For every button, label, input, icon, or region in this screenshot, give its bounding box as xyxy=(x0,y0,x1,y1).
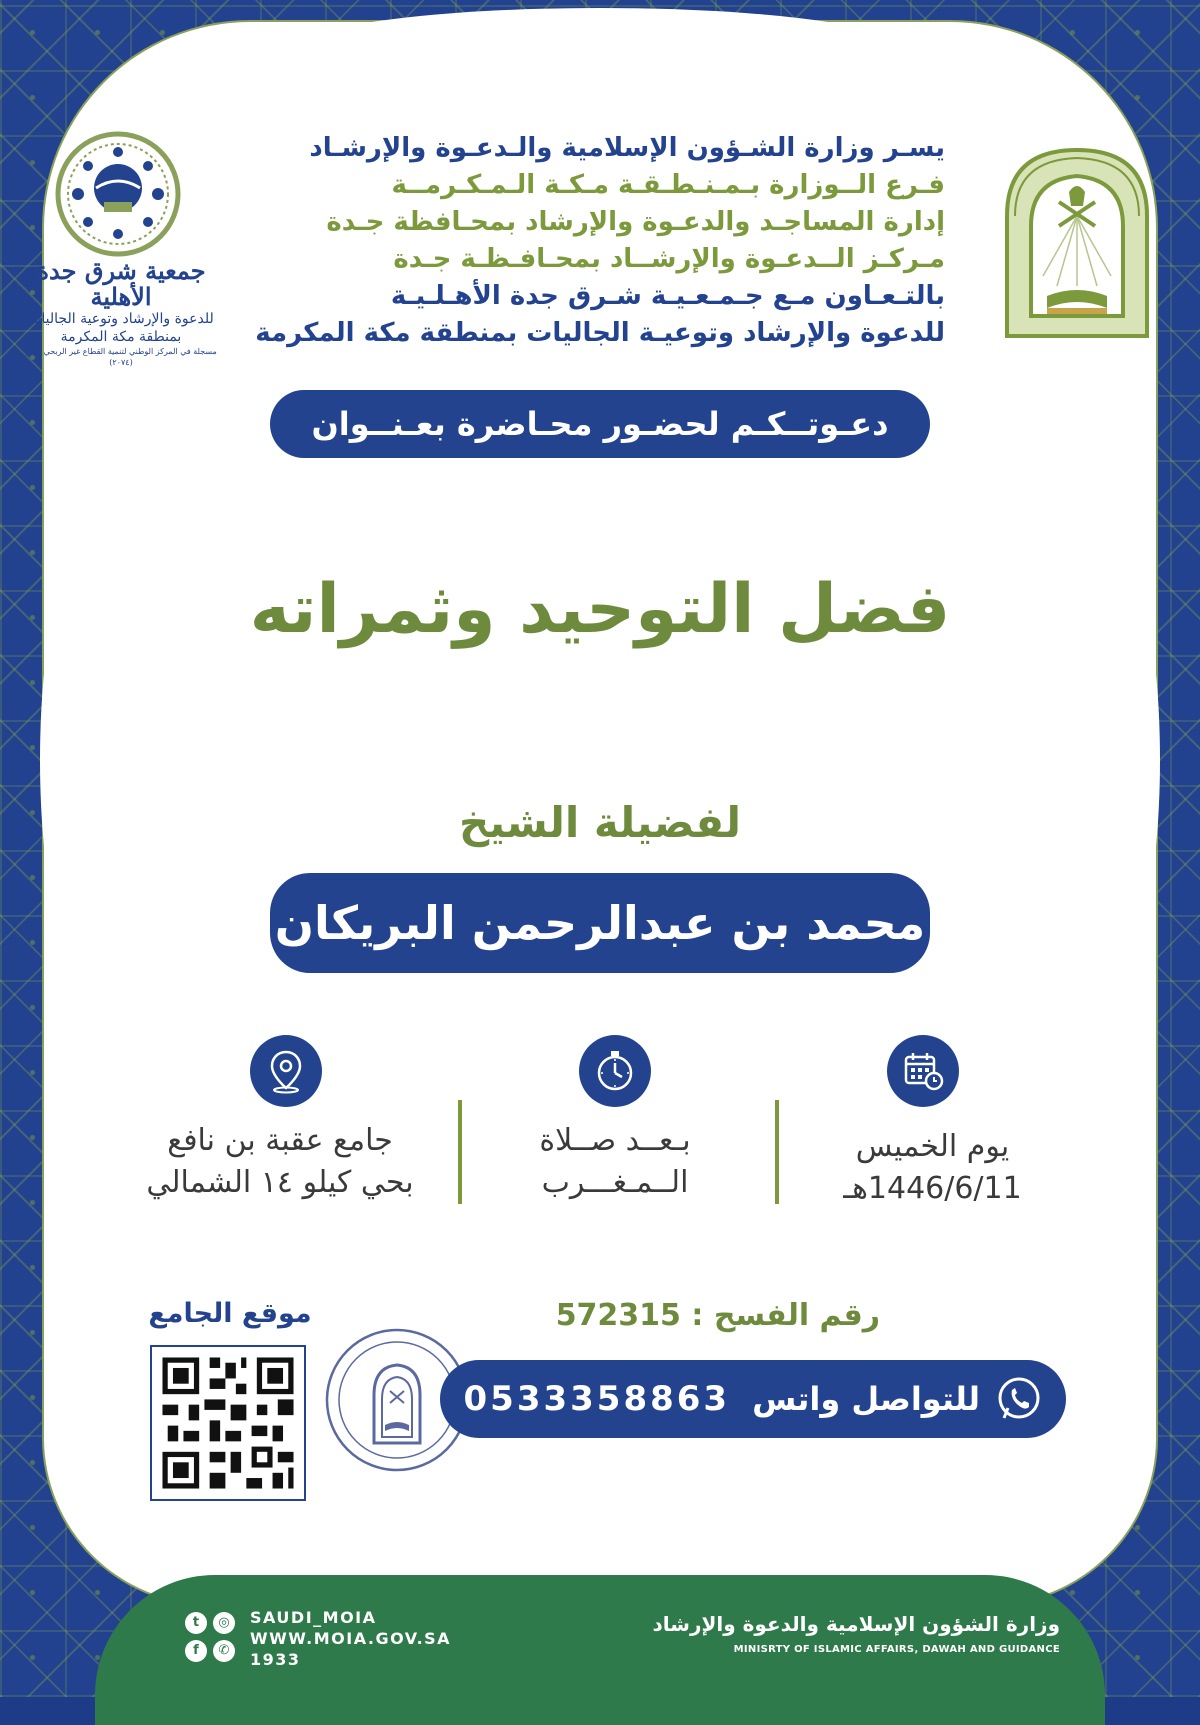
footer-phone[interactable]: 1933 xyxy=(250,1650,301,1669)
lecture-title: فضل التوحيد وثمراته xyxy=(249,570,951,649)
mosque-location-label: موقع الجامع xyxy=(148,1298,312,1329)
phone-icon[interactable]: ✆ xyxy=(213,1640,235,1662)
whatsapp-icon xyxy=(994,1374,1044,1424)
ministry-arch-logo xyxy=(1003,146,1151,340)
header-line-1: يسـر وزارة الشـؤون الإسلامية والـدعـوة والإرشـاد xyxy=(309,133,945,163)
header-text-block xyxy=(255,130,945,352)
date-day: يوم الخميس xyxy=(855,1129,1010,1164)
association-subtitle: للدعوة والإرشاد وتوعية الجاليات xyxy=(28,311,214,327)
twitter-icon[interactable]: t xyxy=(185,1612,207,1634)
permit-number: رقم الفسح : 572315 xyxy=(555,1298,880,1333)
association-region: بمنطقة مكة المكرمة xyxy=(60,329,182,345)
time-line-2: الــمـغـــرب xyxy=(541,1165,689,1200)
instagram-icon[interactable]: ◎ xyxy=(213,1612,235,1634)
header-line-4: مـركـز الــدعـوة والإرشــاد بمحـافـظـة جـدة xyxy=(393,244,945,274)
time-info xyxy=(480,1120,750,1204)
association-registration: مسجلة في المركز الوطني لتنمية القطاع غير الربحي برقم (٢٠٧٤) xyxy=(25,347,217,367)
date-value: 1446/6/11هـ xyxy=(843,1171,1022,1206)
place-line-2: بحي كيلو ١٤ الشمالي xyxy=(146,1165,414,1200)
footer-ministry-name xyxy=(640,1612,1060,1655)
social-icons-group xyxy=(185,1612,241,1668)
place-info xyxy=(120,1120,440,1204)
date-info xyxy=(820,1126,1045,1210)
divider-left xyxy=(458,1100,462,1204)
mosque-location-qr-code[interactable] xyxy=(150,1345,306,1501)
contact-label: للتواصل واتس xyxy=(752,1380,980,1418)
sheikh-label: لفضيلة الشيخ xyxy=(458,798,742,847)
contact-phone-number[interactable]: 0533358863 xyxy=(463,1379,731,1419)
header-line-6: للدعوة والإرشاد وتوعيـة الجاليات بمنطقة مكة المكرمة xyxy=(255,318,945,348)
footer-ministry-en: MINISRTY OF ISLAMIC AFFAIRS, DAWAH AND GUIDANCE xyxy=(733,1644,1060,1655)
panel-scallop-top xyxy=(300,8,900,88)
time-line-1: بـعــد صــلاة xyxy=(539,1123,691,1158)
association-logo-text xyxy=(18,258,224,368)
footer-handle[interactable]: SAUDI_MOIA xyxy=(250,1608,377,1627)
facebook-icon[interactable]: f xyxy=(185,1640,207,1662)
stopwatch-icon xyxy=(579,1035,651,1107)
footer-contact-info xyxy=(250,1607,451,1670)
contact-banner[interactable] xyxy=(440,1360,1066,1438)
location-pin-icon xyxy=(250,1035,322,1107)
association-name: جمعية شرق جدة الأهلية xyxy=(36,256,206,311)
footer-ministry-ar: وزارة الشؤون الإسلامية والدعوة والإرشاد xyxy=(652,1612,1060,1636)
sheikh-name-banner: محمد بن عبدالرحمن البريكان xyxy=(270,873,930,973)
footer-website[interactable]: WWW.MOIA.GOV.SA xyxy=(250,1629,452,1648)
calendar-icon xyxy=(887,1035,959,1107)
header-line-5: بالتـعـاون مـع جـمـعـيـة شـرق جدة الأهـلـيـة xyxy=(390,281,945,311)
place-line-1: جامع عقبة بن نافع xyxy=(167,1123,393,1158)
association-emblem-logo xyxy=(54,130,182,258)
header-line-2: فـرع الــوزارة بـمـنـطـقـة مـكـة الـمـكـرمــة xyxy=(391,170,945,200)
invite-banner: دعـوتــكـم لحضـور محـاضرة بعـنــوان xyxy=(270,390,930,458)
header-line-3: إدارة المساجـد والدعـوة والإرشاد بمحـافظة جـدة xyxy=(326,207,945,237)
divider-right xyxy=(775,1100,779,1204)
